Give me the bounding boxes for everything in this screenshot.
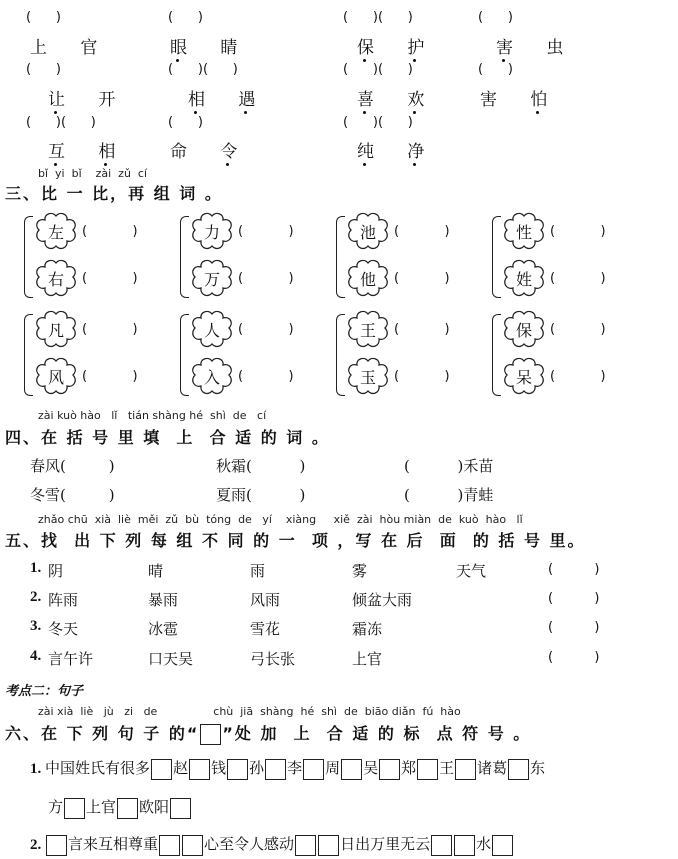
answer-paren[interactable]: ( ) [238, 224, 294, 239]
answer-paren[interactable]: ( ) [550, 271, 606, 286]
answer-paren[interactable]: ( ) [168, 10, 203, 25]
flower-char: 凡 [47, 321, 64, 340]
punctuation-line [48, 796, 192, 819]
option-word: 暴雨 [148, 591, 179, 609]
option-word: 天气 [456, 562, 487, 580]
flower-char-frame [34, 357, 78, 395]
punctuation-box[interactable] [455, 759, 476, 780]
flower-char-frame [190, 357, 234, 395]
answer-paren[interactable]: ( ) [82, 369, 138, 384]
brace [24, 216, 33, 298]
answer-paren[interactable]: ( ) [548, 562, 600, 577]
sentence-text: 王 [439, 759, 455, 777]
answer-paren[interactable]: ( ) [82, 224, 138, 239]
punctuation-box[interactable] [295, 835, 316, 856]
hanzi-char: 令 [220, 142, 252, 162]
flower-char-frame [34, 259, 78, 297]
flower-char: 王 [359, 321, 376, 340]
hanzi-char: 命 [170, 142, 201, 162]
hanzi-char: 睛 [220, 38, 252, 58]
answer-paren[interactable]: ( )( ) [343, 62, 413, 77]
punctuation-box[interactable] [492, 835, 513, 856]
flower-char: 他 [359, 270, 376, 289]
punctuation-box[interactable] [189, 759, 210, 780]
hanzi-char: 互 [48, 142, 79, 162]
fill-word-item[interactable]: 秋霜( ) [216, 457, 306, 475]
word-characters [357, 137, 438, 162]
kaodian-label: 考点二：句子 [5, 684, 84, 699]
sentence-text: 心 [204, 835, 220, 853]
punctuation-box[interactable] [159, 835, 180, 856]
answer-paren[interactable]: ( ) [394, 271, 450, 286]
punctuation-box[interactable] [117, 798, 138, 819]
heading-part: 六、在 下 列 句 子 的“ [5, 724, 200, 743]
question-number: 2. [30, 589, 42, 605]
punctuation-box[interactable] [303, 759, 324, 780]
hanzi-char: 虫 [546, 38, 578, 58]
flower-char-frame [34, 310, 78, 348]
brace [336, 314, 345, 396]
hanzi-char: 害 [496, 38, 527, 58]
answer-paren[interactable]: ( )( ) [343, 10, 413, 25]
flower-char: 人 [203, 321, 220, 340]
option-word: 言午许 [48, 650, 94, 668]
option-word: 雾 [352, 562, 368, 580]
hanzi-char: 喜 [357, 90, 388, 110]
section-pinyin: zài kuò hào lǐ tián shàng hé shì de cí [38, 409, 267, 422]
word-characters [48, 85, 129, 110]
word-characters [170, 33, 251, 58]
punctuation-line [30, 833, 514, 856]
sentence-text: 东 [530, 759, 546, 777]
fill-word-item[interactable]: ( )禾苗 [404, 457, 494, 475]
answer-paren[interactable]: ( ) [548, 650, 600, 665]
flower-char-frame [190, 310, 234, 348]
option-word: 冬天 [48, 620, 79, 638]
question-number: 1. [30, 761, 45, 777]
answer-paren[interactable]: ( ) [478, 10, 513, 25]
option-word: 霜冻 [352, 620, 383, 638]
hanzi-char: 欢 [407, 90, 439, 110]
flower-char: 池 [359, 223, 376, 242]
answer-paren[interactable]: ( ) [82, 322, 138, 337]
sentence-text: 水 [476, 835, 492, 853]
question-number: 4. [30, 648, 42, 664]
option-word: 阴 [48, 562, 64, 580]
answer-paren[interactable]: ( ) [26, 10, 61, 25]
blank-box [200, 724, 221, 745]
punctuation-line [30, 757, 545, 780]
fill-word-item[interactable]: 春风( ) [30, 457, 115, 475]
word-characters [48, 137, 129, 162]
flower-char-frame [34, 212, 78, 250]
punctuation-box[interactable] [341, 759, 362, 780]
punctuation-box[interactable] [508, 759, 529, 780]
option-word: 上官 [352, 650, 383, 668]
flower-char: 力 [203, 223, 220, 242]
flower-char-frame [190, 259, 234, 297]
option-word: 晴 [148, 562, 164, 580]
hanzi-char: 净 [407, 142, 439, 162]
sentence-text: 日 [340, 835, 356, 853]
section-heading: 五、找 出 下 列 每 组 不 同 的 一 项 ，写 在 后 面 的 括 号 里。 [5, 531, 586, 550]
answer-paren[interactable]: ( ) [168, 115, 203, 130]
brace [180, 314, 189, 396]
hanzi-char: 护 [407, 38, 439, 58]
answer-paren[interactable]: ( ) [548, 620, 600, 635]
sentence-text: 上官 [86, 798, 117, 816]
flower-char-frame [346, 212, 390, 250]
answer-paren[interactable]: ( ) [394, 322, 450, 337]
sentence-text: 来互相尊重 [83, 835, 159, 853]
punctuation-box[interactable] [454, 835, 475, 856]
word-characters [357, 85, 438, 110]
option-word: 阵雨 [48, 591, 79, 609]
sentence-text: 周 [325, 759, 341, 777]
punctuation-box[interactable] [265, 759, 286, 780]
fill-word-item[interactable]: ( )青蛙 [404, 486, 494, 504]
hanzi-char: 害 [480, 90, 511, 110]
question-number: 1. [30, 560, 42, 576]
section-heading [5, 721, 531, 745]
brace [492, 216, 501, 298]
sentence-text: 方 [48, 798, 64, 816]
hanzi-char: 相 [188, 90, 219, 110]
sentence-text: 李 [287, 759, 303, 777]
flower-char-frame [502, 310, 546, 348]
punctuation-box[interactable] [417, 759, 438, 780]
sentence-text: 郑 [401, 759, 417, 777]
brace [492, 314, 501, 396]
hanzi-char: 相 [98, 142, 130, 162]
sentence-text: 诸葛 [477, 759, 508, 777]
answer-paren[interactable]: ( ) [548, 591, 600, 606]
question-number: 2. [30, 837, 45, 853]
word-characters [480, 85, 561, 110]
option-word: 弓长张 [250, 650, 296, 668]
question-number: 3. [30, 618, 42, 634]
flower-char: 右 [47, 270, 64, 289]
sentence-text: 言 [68, 835, 84, 853]
flower-char: 风 [47, 368, 64, 387]
flower-char: 入 [203, 368, 220, 387]
flower-char: 姓 [515, 270, 532, 289]
answer-paren[interactable]: ( ) [394, 369, 450, 384]
section-pinyin: zài xià liè jù zi de chù jiā shàng hé shì de biāo diǎn fú hào [38, 705, 461, 718]
answer-paren[interactable]: ( ) [82, 271, 138, 286]
sentence-text: 赵 [173, 759, 189, 777]
word-characters [496, 33, 577, 58]
brace [180, 216, 189, 298]
option-word: 冰雹 [148, 620, 179, 638]
flower-char: 万 [203, 270, 220, 289]
hanzi-char: 官 [80, 38, 112, 58]
flower-char: 保 [515, 321, 532, 340]
punctuation-box[interactable] [170, 798, 191, 819]
punctuation-box[interactable] [151, 759, 172, 780]
punctuation-box[interactable] [46, 835, 67, 856]
option-word: 口天吴 [148, 650, 194, 668]
answer-paren[interactable]: ( ) [238, 322, 294, 337]
hanzi-char: 怕 [530, 90, 562, 110]
word-characters [188, 85, 269, 110]
sentence-text: 中国姓氏有很多 [45, 759, 151, 777]
hanzi-char: 遇 [238, 90, 270, 110]
word-characters [170, 137, 251, 162]
section-heading: 三、比 一 比，再 组 词 。 [5, 184, 223, 203]
section-pinyin: bǐ yi bǐ zài zǔ cí [38, 167, 148, 180]
answer-paren[interactable]: ( ) [550, 369, 606, 384]
option-word: 风雨 [250, 591, 281, 609]
hanzi-char: 纯 [357, 142, 388, 162]
answer-paren[interactable]: ( ) [26, 62, 61, 77]
fill-word-item[interactable]: 冬雪( ) [30, 486, 115, 504]
sentence-text: 欧阳 [139, 798, 170, 816]
fill-word-item[interactable]: 夏雨( ) [216, 486, 306, 504]
punctuation-box[interactable] [182, 835, 203, 856]
hanzi-char: 上 [30, 38, 61, 58]
hanzi-char: 眼 [170, 38, 201, 58]
answer-paren[interactable]: ( )( ) [26, 115, 96, 130]
heading-part: ”处 加 上 合 适 的 标 点 符 号 。 [222, 724, 532, 743]
hanzi-char: 保 [357, 38, 388, 58]
flower-char: 呆 [515, 368, 532, 387]
brace [336, 216, 345, 298]
flower-char-frame [502, 259, 546, 297]
sentence-text: 孙 [249, 759, 265, 777]
flower-char-frame [346, 310, 390, 348]
sentence-text: 至令人感动 [219, 835, 295, 853]
sentence-text: 钱 [211, 759, 227, 777]
sentence-text: 出万里无云 [355, 835, 431, 853]
hanzi-char: 让 [48, 90, 79, 110]
sentence-text: 吴 [363, 759, 379, 777]
punctuation-box[interactable] [431, 835, 452, 856]
option-word: 倾盆大雨 [352, 591, 413, 609]
punctuation-box[interactable] [379, 759, 400, 780]
flower-char-frame [346, 259, 390, 297]
answer-paren[interactable]: ( ) [238, 369, 294, 384]
answer-paren[interactable]: ( )( ) [168, 62, 238, 77]
flower-char: 性 [515, 223, 532, 242]
flower-char-frame [190, 212, 234, 250]
option-word: 雪花 [250, 620, 281, 638]
answer-paren[interactable]: ( ) [478, 62, 513, 77]
flower-char-frame [502, 357, 546, 395]
answer-paren[interactable]: ( ) [550, 322, 606, 337]
flower-char: 玉 [359, 368, 376, 387]
flower-char: 左 [47, 223, 64, 242]
punctuation-box[interactable] [227, 759, 248, 780]
answer-paren[interactable]: ( )( ) [343, 115, 413, 130]
hanzi-char: 开 [98, 90, 130, 110]
section-heading: 四、在 括 号 里 填 上 合 适 的 词 。 [5, 428, 330, 447]
brace [24, 314, 33, 396]
word-characters [30, 33, 111, 58]
punctuation-box[interactable] [64, 798, 85, 819]
answer-paren[interactable]: ( ) [238, 271, 294, 286]
flower-char-frame [346, 357, 390, 395]
answer-paren[interactable]: ( ) [550, 224, 606, 239]
flower-char-frame [502, 212, 546, 250]
word-characters [357, 33, 438, 58]
punctuation-box[interactable] [318, 835, 339, 856]
section-pinyin: zhǎo chū xià liè měi zǔ bù tóng de yí xiàng xiě zài hòu miàn de kuò hào lǐ [38, 513, 523, 526]
answer-paren[interactable]: ( ) [394, 224, 450, 239]
option-word: 雨 [250, 562, 266, 580]
